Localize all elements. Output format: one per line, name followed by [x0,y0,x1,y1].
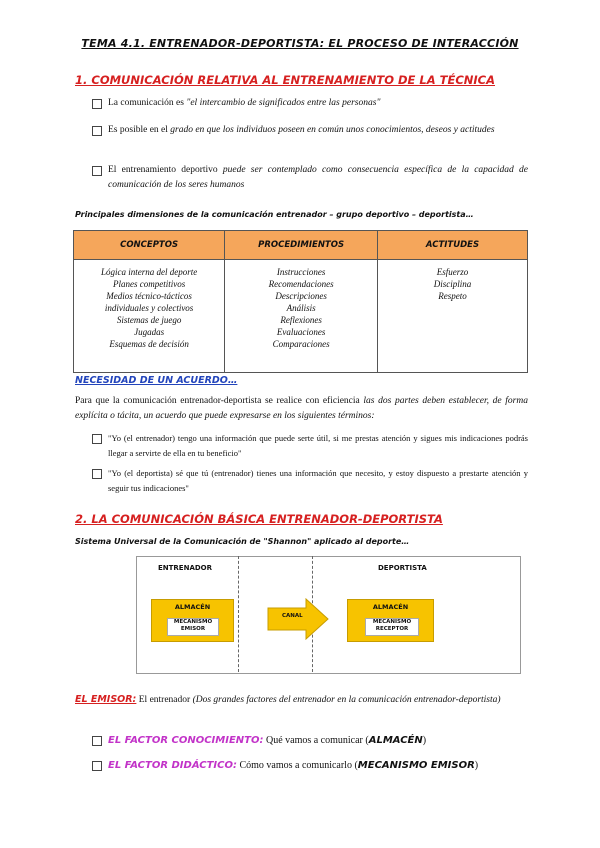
cell: Reflexiones [280,315,322,325]
checkbox-5[interactable] [92,469,102,479]
col-actitudes [378,260,528,373]
inner-line: MECANISMO [173,619,213,625]
agreement-item-2: "Yo (el deportista) sé que tú (entrenador) tienes una información que necesito, y estoy dispuesto a prestarte atención y seguir tus indicaciones" [108,468,528,493]
divider-left [238,556,239,672]
dimensions-table [73,230,528,373]
factor-conocimiento: EL FACTOR CONOCIMIENTO: Qué vamos a comunicar (ALMACÉN) [108,735,427,746]
cell: Recomendaciones [268,279,334,289]
agreement-heading: NECESIDAD DE UN ACUERDO… [75,375,238,386]
item-3: El entrenamiento deportivo puede ser contemplado como consecuencia específica de la capacidad de comunicación de los seres humanos [108,165,528,190]
diagram-left-label: ENTRENADOR [158,564,213,572]
page-title: TEMA 4.1. ENTRENADOR-DEPORTISTA: EL PROCESO DE INTERACCIÓN [81,37,519,50]
channel-label: CANAL [282,613,303,619]
header-procedimientos: PROCEDIMIENTOS [225,231,378,260]
cell: Planes competitivos [112,279,186,289]
emisor-label: EL EMISOR: [75,694,137,705]
header-actitudes: ACTITUDES [378,231,528,260]
item-1: La comunicación es "el intercambio de significados entre las personas" [108,98,381,108]
right-almacen-title: ALMACÉN [372,603,409,611]
left-almacen-title: ALMACÉN [174,603,211,611]
cell: Esfuerzo [436,267,469,277]
right-almacen-box [347,599,434,642]
col-procedimientos [225,260,378,373]
cell: Medios técnico-tácticos [106,291,192,301]
shannon-title: Sistema Universal de la Comunicación de "Shannon" aplicado al deporte… [75,537,410,546]
cell: Lógica interna del deporte [100,267,198,277]
left-almacen-box [151,599,234,642]
section1-heading: 1. COMUNICACIÓN RELATIVA AL ENTRENAMIENTO DE LA TÉCNICA [75,73,496,87]
cell: Sistemas de juego [116,315,182,325]
inner-line: EMISOR [180,626,206,632]
inner-line: MECANISMO [372,619,412,625]
factor-didactico: EL FACTOR DIDÁCTICO: Cómo vamos a comunicarlo (MECANISMO EMISOR) [108,760,479,771]
diagram-right-label: DEPORTISTA [378,564,427,572]
emisor-paragraph: EL EMISOR: El entrenador (Dos grandes factores del entrenador en la comunicación entrenador-deportista) [75,694,501,705]
checkbox-4[interactable] [92,434,102,444]
cell: Disciplina [433,279,472,289]
checkbox-2[interactable] [92,126,102,136]
checkbox-7[interactable] [92,761,102,771]
cell: Instrucciones [276,267,326,277]
emisor-mechanism [167,618,219,636]
section2-heading: 2. LA COMUNICACIÓN BÁSICA ENTRENADOR-DEPORTISTA [75,512,443,526]
cell: individuales y colectivos [104,303,194,313]
cell: Esquemas de decisión [109,339,189,349]
dimensions-title: Principales dimensiones de la comunicación entrenador – grupo deportivo – deportista… [75,210,474,219]
cell: Análisis [286,303,316,313]
item-2: Es posible en el grado en que los individuos poseen en común unos conocimientos, deseos y actitudes [108,125,495,135]
col-conceptos [74,260,225,373]
cell: Jugadas [134,327,165,337]
checkbox-1[interactable] [92,99,102,109]
header-conceptos: CONCEPTOS [74,231,225,260]
checkbox-3[interactable] [92,166,102,176]
agreement-item-1: "Yo (el entrenador) tengo una información que puede serte útil, si me prestas atención y sigues mis indicaciones podrás llegar a servirte de ella en tu beneficio" [108,433,528,458]
checkbox-6[interactable] [92,736,102,746]
inner-line: RECEPTOR [375,626,409,632]
receptor-mechanism [365,618,419,636]
cell: Descripciones [275,291,327,301]
channel-arrow-icon [266,598,330,640]
cell: Evaluaciones [276,327,326,337]
agreement-intro: Para que la comunicación entrenador-deportista se realice con eficiencia las dos partes deben establecer, de forma explícita o tácita, un acuerdo que puede expresarse en los siguientes términos: [75,396,528,421]
cell: Respeto [438,291,467,301]
cell: Comparaciones [272,339,330,349]
